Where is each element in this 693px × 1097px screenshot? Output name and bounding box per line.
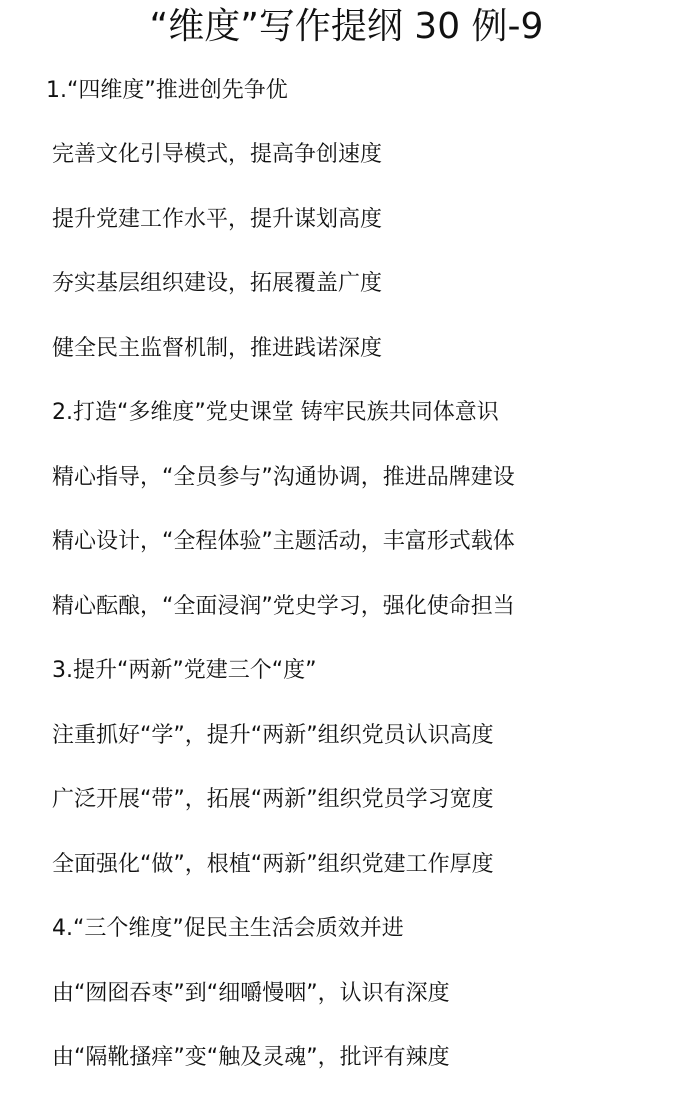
list-item: 由“囫囵吞枣”到“细嚼慢咽”，认识有深度 bbox=[52, 981, 450, 1006]
list-item: 精心指导，“全员参与”沟通协调，推进品牌建设 bbox=[52, 465, 515, 490]
section-heading-4: 4.“三个维度”促民主生活会质效并进 bbox=[52, 916, 404, 941]
section-heading-2: 2.打造“多维度”党史课堂 铸牢民族共同体意识 bbox=[52, 400, 499, 425]
list-item: 广泛开展“带”，拓展“两新”组织党员学习宽度 bbox=[52, 787, 494, 812]
list-item: 完善文化引导模式，提高争创速度 bbox=[52, 142, 383, 167]
list-item: 精心酝酿，“全面浸润”党史学习，强化使命担当 bbox=[52, 594, 515, 619]
list-item: 提升党建工作水平，提升谋划高度 bbox=[52, 207, 383, 232]
section-heading-3: 3.提升“两新”党建三个“度” bbox=[52, 658, 317, 683]
list-item: 由“隔靴搔痒”变“触及灵魂”，批评有辣度 bbox=[52, 1045, 450, 1070]
list-item: 健全民主监督机制，推进践诺深度 bbox=[52, 336, 383, 361]
section-heading-1: 1.“四维度”推进创先争优 bbox=[46, 78, 288, 103]
list-item: 注重抓好“学”，提升“两新”组织党员认识高度 bbox=[52, 723, 494, 748]
list-item: 精心设计，“全程体验”主题活动，丰富形式载体 bbox=[52, 529, 515, 554]
list-item: 夯实基层组织建设，拓展覆盖广度 bbox=[52, 271, 383, 296]
document-title: “维度”写作提纲 30 例-9 bbox=[149, 6, 544, 47]
list-item: 全面强化“做”，根植“两新”组织党建工作厚度 bbox=[52, 852, 494, 877]
